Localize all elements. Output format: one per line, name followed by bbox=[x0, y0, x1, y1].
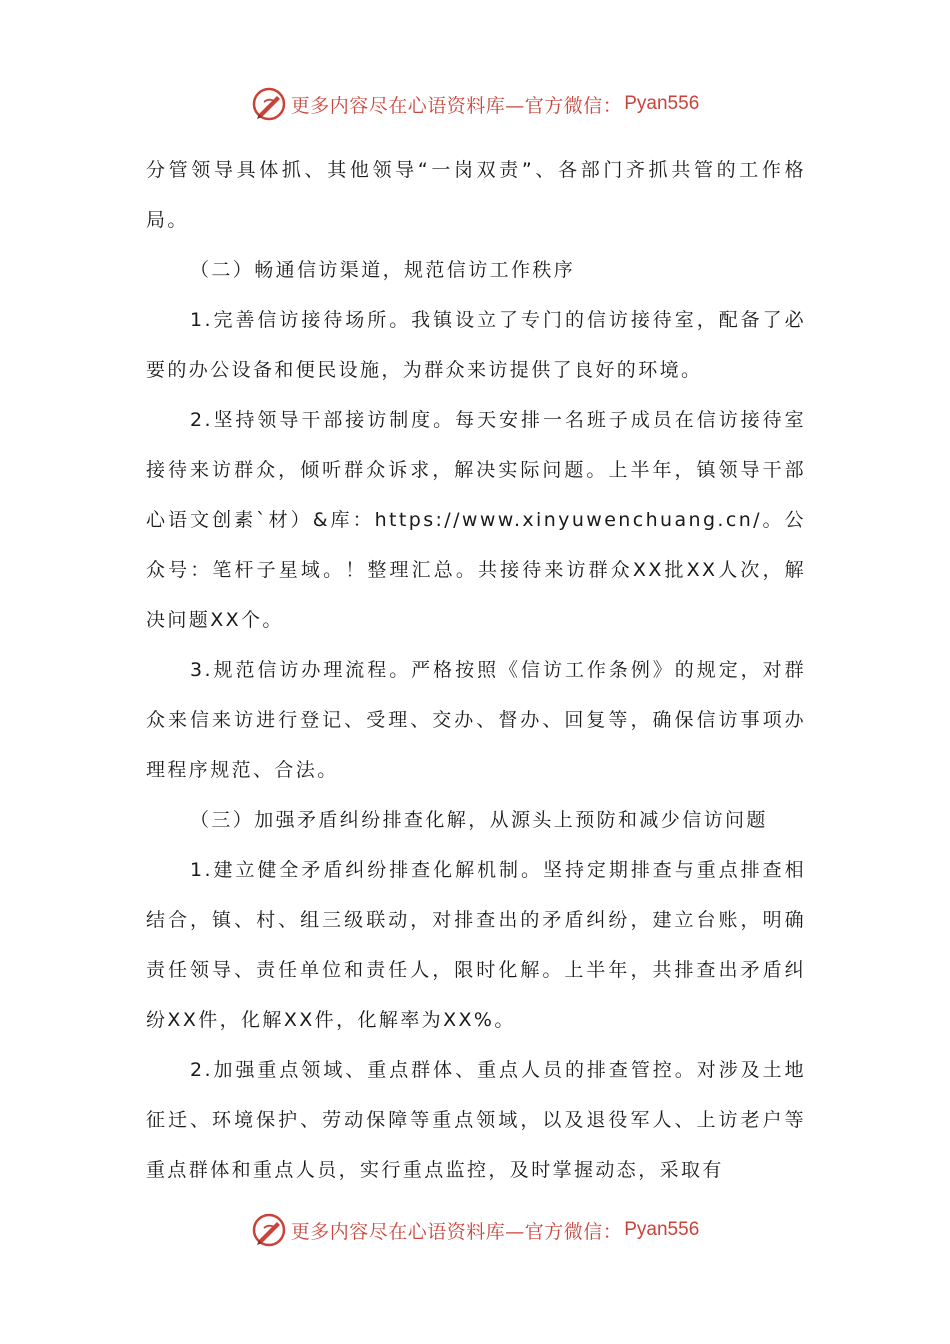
section-heading: （三）加强矛盾纠纷排查化解，从源头上预防和减少信访问题 bbox=[190, 809, 768, 831]
watermark-wechat-id: Pyan556 bbox=[624, 1219, 700, 1240]
pen-logo-icon bbox=[251, 1212, 287, 1248]
pen-logo-icon bbox=[251, 86, 287, 122]
paragraph: 2.加强重点领域、重点群体、重点人员的排查管控。对涉及土地征迁、环境保护、劳动保障等重点领域，以及退役军人、上访老户等重点群体和重点人员，实行重点监控，及时掌握动态，采取有 bbox=[146, 1059, 806, 1181]
paragraph: 分管领导具体抓、其他领导“一岗双责”、各部门齐抓共管的工作格局。 bbox=[146, 159, 806, 231]
paragraph: 1.完善信访接待场所。我镇设立了专门的信访接待室，配备了必要的办公设备和便民设施，为群众来访提供了良好的环境。 bbox=[146, 309, 806, 381]
watermark-wechat-id: Pyan556 bbox=[624, 93, 700, 114]
paragraph: 1.建立健全矛盾纠纷排查化解机制。坚持定期排查与重点排查相结合，镇、村、组三级联动，对排查出的矛盾纠纷，建立台账，明确责任领导、责任单位和责任人，限时化解。上半年，共排查出矛盾纠纷XX件，化解XX件，化解率为XX%。 bbox=[146, 859, 806, 1031]
paragraph: 2.坚持领导干部接访制度。每天安排一名班子成员在信访接待室接待来访群众，倾听群众诉求，解决实际问题。上半年，镇领导干部心语文创素`材）&库：https://www.xinyuwenchuang.cn/。公众号：笔杆子星域。！整理汇总。共接待来访群众XX批XX人次，解决问题XX个。 bbox=[146, 409, 806, 631]
watermark-footer bbox=[0, 1210, 950, 1250]
section-heading: （二）畅通信访渠道，规范信访工作秩序 bbox=[190, 259, 576, 281]
paragraph: 3.规范信访办理流程。严格按照《信访工作条例》的规定，对群众来信来访进行登记、受理、交办、督办、回复等，确保信访事项办理程序规范、合法。 bbox=[146, 659, 806, 781]
watermark-text: 更多内容尽在心语资料库—官方微信： bbox=[290, 1220, 623, 1243]
watermark-header bbox=[0, 84, 950, 124]
document-body bbox=[146, 145, 806, 1195]
watermark-text: 更多内容尽在心语资料库—官方微信： bbox=[290, 94, 623, 117]
